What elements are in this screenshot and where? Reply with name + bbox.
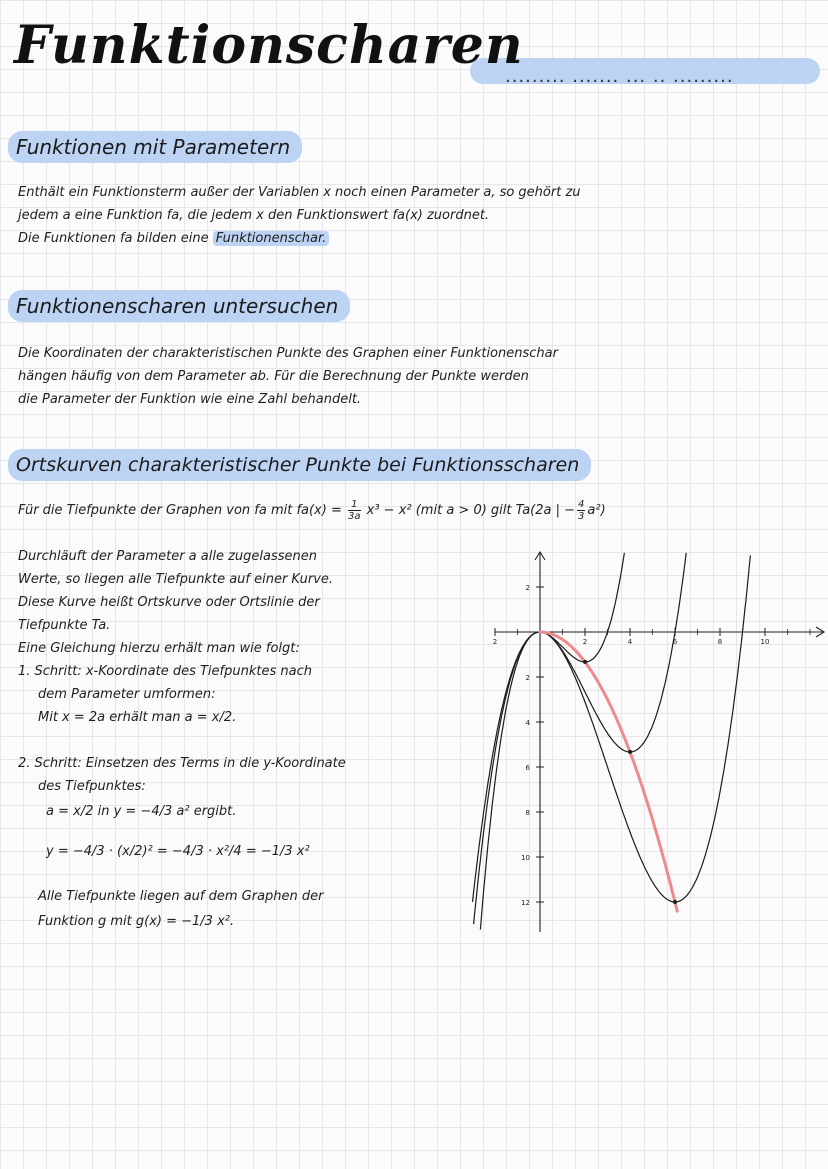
tiefpunkt-marker	[628, 750, 632, 754]
body-line-2: Werte, so liegen alle Tiefpunkte auf einer Kurve.	[18, 572, 334, 587]
tiefpunkt-marker	[673, 900, 677, 904]
x-tick-label: 10	[760, 638, 770, 646]
y-tick-label: 8	[525, 809, 530, 817]
fraction-4-over-3: $\frac{4}{3}$	[578, 499, 585, 522]
function-curve	[473, 556, 751, 903]
chart-axes	[492, 552, 824, 932]
chart-curves	[473, 553, 751, 930]
conclusion-line-1: Alle Tiefpunkte liegen auf dem Graphen der	[38, 889, 324, 904]
section-heading-parameter: Funktionen mit Parametern	[8, 131, 302, 163]
fraction-1-over-3a: $\frac{1}{3a}$	[348, 499, 361, 522]
section1-line-1: Enthält ein Funktionsterm außer der Variablen x noch einen Parameter a, so gehört zu	[18, 185, 581, 200]
step2-line-4: y = −4/3 · (x/2)² = −4/3 · x²/4 = −1/3 x²	[46, 844, 310, 859]
tiefpunkt-marker	[583, 660, 587, 664]
x-tick-label: 2	[492, 638, 498, 646]
step2-line-3: a = x/2 in y = −4/3 a² ergibt.	[46, 804, 237, 819]
page-title: Funktionscharen	[14, 15, 524, 76]
step2-line-2: des Tiefpunktes:	[38, 779, 146, 794]
body-line-3: Diese Kurve heißt Ortskurve oder Ortslinie der	[18, 595, 320, 610]
x-tick-label: 8	[717, 638, 723, 646]
function-curve	[480, 553, 624, 930]
funktionenschar-highlight: Funktionenschar.	[213, 231, 330, 246]
title-dots: ......... ....... ... .. .........	[505, 66, 734, 87]
y-tick-label: 10	[521, 854, 530, 862]
step1-line-1: 1. Schritt: x-Koordinate des Tiefpunktes nach	[18, 664, 312, 679]
section-heading-ortskurven: Ortskurven charakteristischer Punkte bei Funktionsscharen	[8, 449, 591, 481]
x-tick-label: 4	[627, 638, 633, 646]
y-tick-label: 12	[521, 899, 530, 907]
y-tick-label: 2	[525, 584, 530, 592]
section2-line-3: die Parameter der Funktion wie eine Zahl behandelt.	[18, 392, 362, 407]
y-tick-label: 2	[525, 674, 530, 682]
x-tick-label: 6	[672, 638, 678, 646]
step1-line-2: dem Parameter umformen:	[38, 687, 216, 702]
section2-line-2: hängen häufig von dem Parameter ab. Für die Berechnung der Punkte werden	[18, 369, 529, 384]
section1-line-2: jedem a eine Funktion fa, die jedem x den Funktionswert fa(x) zuordnet.	[18, 208, 490, 223]
y-tick-label: 6	[525, 764, 530, 772]
y-tick-label: 4	[525, 719, 530, 727]
x-tick-label: 2	[582, 638, 588, 646]
step1-line-3: Mit x = 2a erhält man a = x/2.	[38, 710, 237, 725]
section-heading-untersuchen: Funktionenscharen untersuchen	[8, 290, 350, 322]
step2-line-1: 2. Schritt: Einsetzen des Terms in die y-Koordinate	[18, 756, 346, 771]
conclusion-line-2: Funktion g mit g(x) = −1/3 x².	[38, 914, 235, 929]
body-line-4: Tiefpunkte Ta.	[18, 618, 111, 633]
function-curve	[474, 553, 687, 924]
section2-line-1: Die Koordinaten der charakteristischen Punkte des Graphen einer Funktionenschar	[18, 346, 558, 361]
tiefpunkt-intro: Für die Tiefpunkte der Graphen von fa mit fa(x) = $\frac{1}{3a}$ x³ − x² (mit a > 0) gilt Ta(2a | − $\frac{4}{3}$ a²)	[18, 499, 606, 522]
body-line-1: Durchläuft der Parameter a alle zugelassenen	[18, 549, 318, 564]
function-family-chart	[460, 540, 828, 940]
body-line-5: Eine Gleichung hierzu erhält man wie folgt:	[18, 641, 300, 656]
section1-line-3: Die Funktionen fa bilden eine Funktionenschar.	[18, 227, 329, 250]
